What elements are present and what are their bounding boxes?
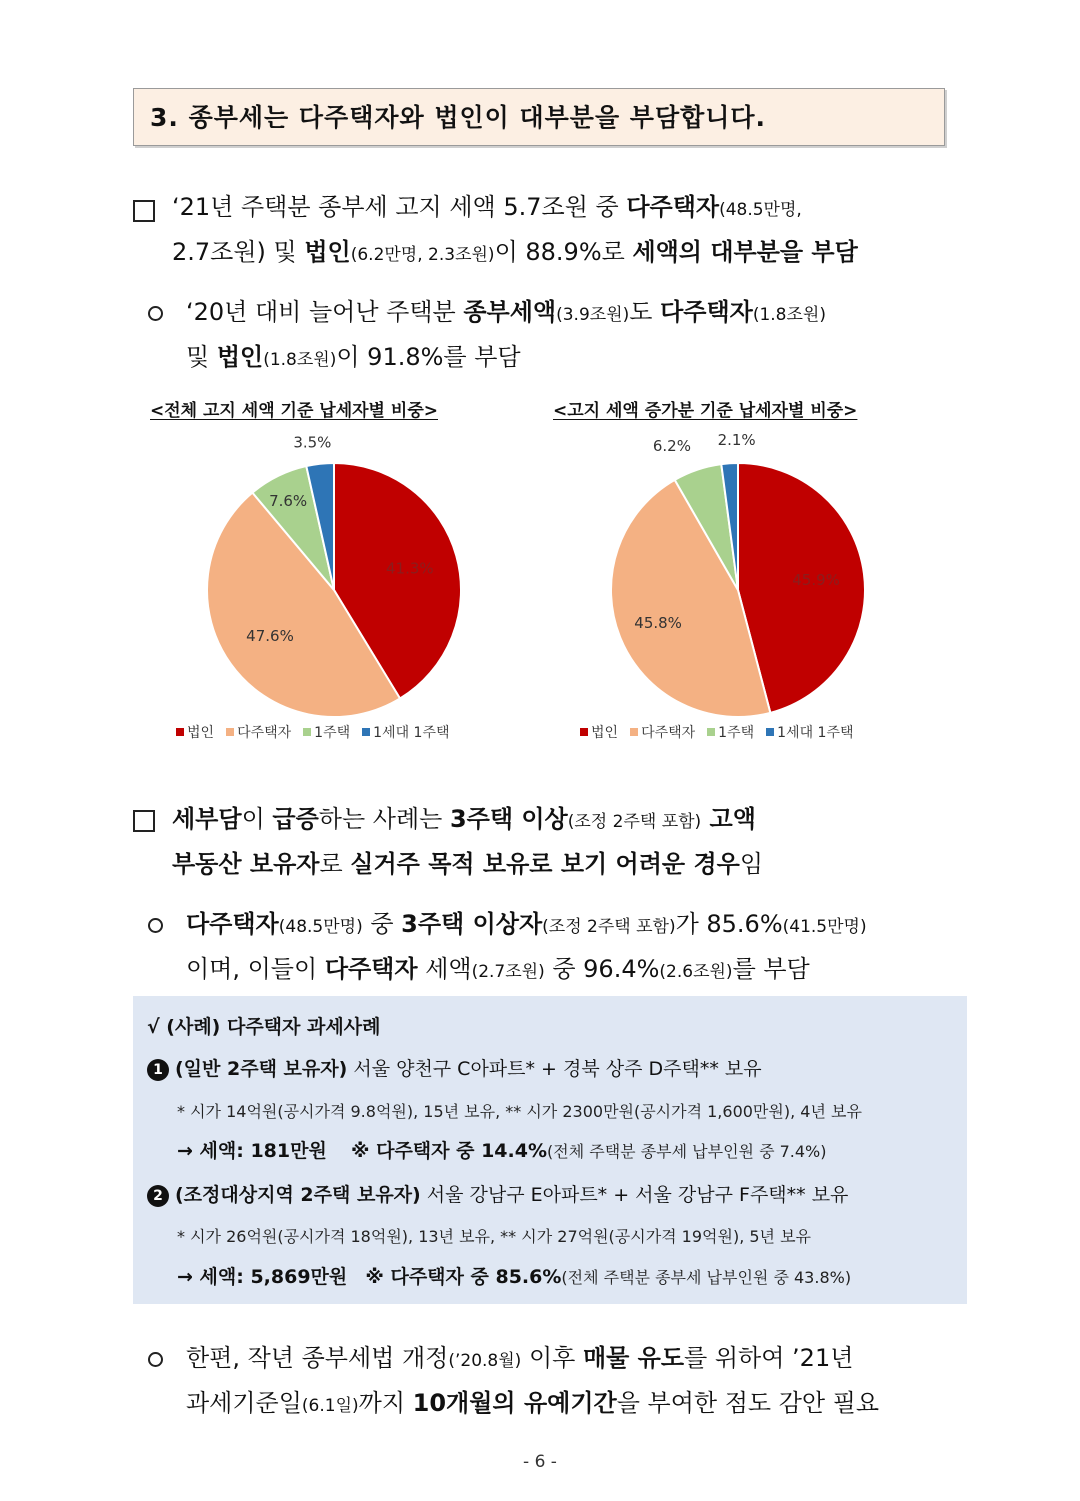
legend-swatch: [630, 728, 638, 736]
case-2-desc: 서울 강남구 E아파트* + 서울 강남구 F주택** 보유: [420, 1184, 849, 1206]
paragraph-5: [186, 1337, 879, 1427]
text: 중: [362, 910, 402, 938]
case-2-ratio-note: (전체 주택분 종부세 납부인원 중 43.8%): [561, 1268, 852, 1287]
text-bold: 실거주 목적 보유로 보기 어려운 경우: [350, 850, 740, 878]
legend-item: [176, 722, 214, 742]
page-number: - 6 -: [523, 1452, 557, 1472]
pie-data-label: 7.6%: [269, 492, 308, 511]
text-small: (41.5만명): [782, 917, 867, 937]
text: 를 위하여 ’21년: [684, 1344, 854, 1372]
text-bold: 3주택 이상: [449, 805, 568, 833]
case-1-ratio-note: (전체 주택분 종부세 납부인원 중 7.4%): [547, 1142, 827, 1161]
text: 중 96.4%: [544, 955, 660, 983]
number-2-icon: 2: [147, 1185, 169, 1207]
legend-label: 1세대 1주택: [777, 725, 854, 741]
text: 세액: [417, 955, 472, 983]
text-bold: 부동산 보유자: [172, 850, 320, 878]
text-bold: 법인: [304, 238, 351, 266]
text: 및: [186, 343, 217, 371]
pie-data-label: 41.3%: [385, 559, 434, 578]
legend-item: [303, 722, 350, 742]
text-small: (조정 2주택 포함): [567, 812, 702, 832]
text: 이 88.9%로: [494, 238, 633, 266]
text: 임: [739, 850, 764, 878]
legend-label: 1세대 1주택: [373, 725, 450, 741]
text-bold: 10개월의 유예기간: [412, 1389, 617, 1417]
legend-swatch: [362, 728, 370, 736]
text: 까지: [358, 1389, 413, 1417]
pie-data-label: 45.9%: [792, 570, 840, 589]
paragraph-3: [172, 798, 763, 885]
chart-title-right: <고지 세액 증가분 기준 납세자별 비중>: [553, 401, 858, 421]
legend-item: [630, 722, 695, 742]
text-small: (조정 2주택 포함): [542, 917, 676, 937]
text-bold: 다주택자: [660, 298, 753, 326]
text: 이: [241, 805, 273, 833]
case-2-result: [177, 1262, 851, 1289]
legend-item: [362, 722, 449, 742]
case-1-result: [177, 1136, 827, 1163]
case-1-line: [147, 1054, 762, 1081]
case-2-note: * 시가 26억원(공시가격 18억원), 13년 보유, ** 시가 27억원(공시가격 19억원), 5년 보유: [177, 1227, 812, 1246]
legend-label: 다주택자: [641, 725, 696, 741]
text: ‘20년 대비 늘어난 주택분: [186, 298, 464, 326]
legend-label: 1주택: [718, 725, 755, 741]
case-2-tax: → 세액: 5,869만원: [177, 1266, 348, 1288]
chart-legend-left: [176, 722, 450, 742]
legend-swatch: [176, 728, 184, 736]
legend-label: 법인: [591, 725, 619, 741]
legend-label: 다주택자: [237, 725, 292, 741]
legend-label: 1주택: [314, 725, 351, 741]
text: 과세기준일: [186, 1389, 302, 1417]
circle-bullet-icon: [148, 918, 163, 933]
legend-swatch: [707, 728, 715, 736]
text: ‘21년 주택분 종부세 고지 세액 5.7조원 중: [172, 193, 627, 221]
case-1-tax: → 세액: 181만원: [177, 1140, 327, 1162]
chart-title-left: <전체 고지 세액 기준 납세자별 비중>: [150, 401, 438, 421]
pie-0-group: [207, 434, 461, 717]
text-small: (1.8조원): [263, 350, 337, 370]
text: 을 부여한 점도 감안 필요: [616, 1389, 880, 1417]
square-bullet-icon: [133, 810, 155, 832]
text: 이 91.8%를 부담: [336, 343, 521, 371]
text-bold: 법인: [216, 343, 264, 371]
legend-item: [226, 722, 291, 742]
case-1-desc: 서울 양천구 C아파트* + 경북 상주 D주택** 보유: [347, 1058, 762, 1080]
text-small: (48.5만명): [278, 917, 363, 937]
text-bold: 3주택 이상자: [401, 910, 543, 938]
pie-1-group: [611, 431, 865, 717]
text-bold: 다주택자: [626, 193, 720, 221]
text-small: (6.2만명, 2.3조원): [350, 245, 495, 265]
case-header: √ (사례) 다주택자 과세사례: [147, 1016, 381, 1038]
text-bold: 종부세액: [463, 298, 557, 326]
legend-swatch: [580, 728, 588, 736]
case-2-line: [147, 1180, 848, 1207]
pie-data-label: 47.6%: [246, 626, 294, 645]
text: 로: [319, 850, 351, 878]
text-bold: 고액: [701, 805, 756, 833]
legend-swatch: [303, 728, 311, 736]
legend-label: 법인: [187, 725, 215, 741]
text-small: (6.1일): [301, 1396, 359, 1416]
text-bold: 세부담: [172, 805, 242, 833]
case-1-ratio: ※ 다주택자 중 14.4%: [351, 1140, 548, 1162]
legend-swatch: [766, 728, 774, 736]
circle-bullet-icon: [148, 1352, 163, 1367]
text-bold: 매물 유도: [582, 1344, 685, 1372]
text-small: (’20.8월): [448, 1351, 522, 1371]
paragraph-4: [186, 903, 867, 993]
legend-item: [580, 722, 618, 742]
text: 를 부담: [732, 955, 810, 983]
text: 이며, 이들이: [186, 955, 325, 983]
text: 가 85.6%: [675, 910, 783, 938]
section-title: 3. 종부세는 다주택자와 법인이 대부분을 부담합니다.: [133, 88, 945, 146]
text-bold: 급증: [272, 805, 319, 833]
text: 2.7조원) 및: [172, 238, 305, 266]
case-2-ratio: ※ 다주택자 중 85.6%: [365, 1266, 562, 1288]
text-bold: 다주택자: [324, 955, 418, 983]
legend-swatch: [226, 728, 234, 736]
case-1-title: (일반 2주택 보유자): [175, 1058, 348, 1080]
text-small: (48.5만명,: [719, 200, 802, 220]
pie-data-label: 45.8%: [634, 613, 682, 632]
text-bold: 다주택자: [186, 910, 279, 938]
text-small: (1.8조원): [752, 305, 826, 325]
text-bold: 세액의 대부분을 부담: [632, 238, 858, 266]
case-example-box: [133, 996, 967, 1304]
legend-item: [766, 722, 853, 742]
case-1-note: * 시가 14억원(공시가격 9.8억원), 15년 보유, ** 시가 2300만원(공시가격 1,600만원), 4년 보유: [177, 1102, 862, 1121]
text-small: (3.9조원): [556, 305, 630, 325]
text: 이후: [521, 1344, 583, 1372]
text: 한편, 작년 종부세법 개정: [186, 1344, 449, 1372]
text: 도: [629, 298, 661, 326]
text-small: (2.6조원): [659, 962, 733, 982]
number-1-icon: 1: [147, 1059, 169, 1081]
text-small: (2.7조원): [471, 962, 545, 982]
text: 하는 사례는: [318, 805, 450, 833]
pie-data-label: 3.5%: [293, 433, 332, 452]
pie-data-label: 2.1%: [717, 431, 756, 450]
chart-legend-right: [580, 722, 854, 742]
case-2-title: (조정대상지역 2주택 보유자): [175, 1184, 421, 1206]
legend-item: [707, 722, 754, 742]
pie-data-label: 6.2%: [652, 437, 691, 456]
